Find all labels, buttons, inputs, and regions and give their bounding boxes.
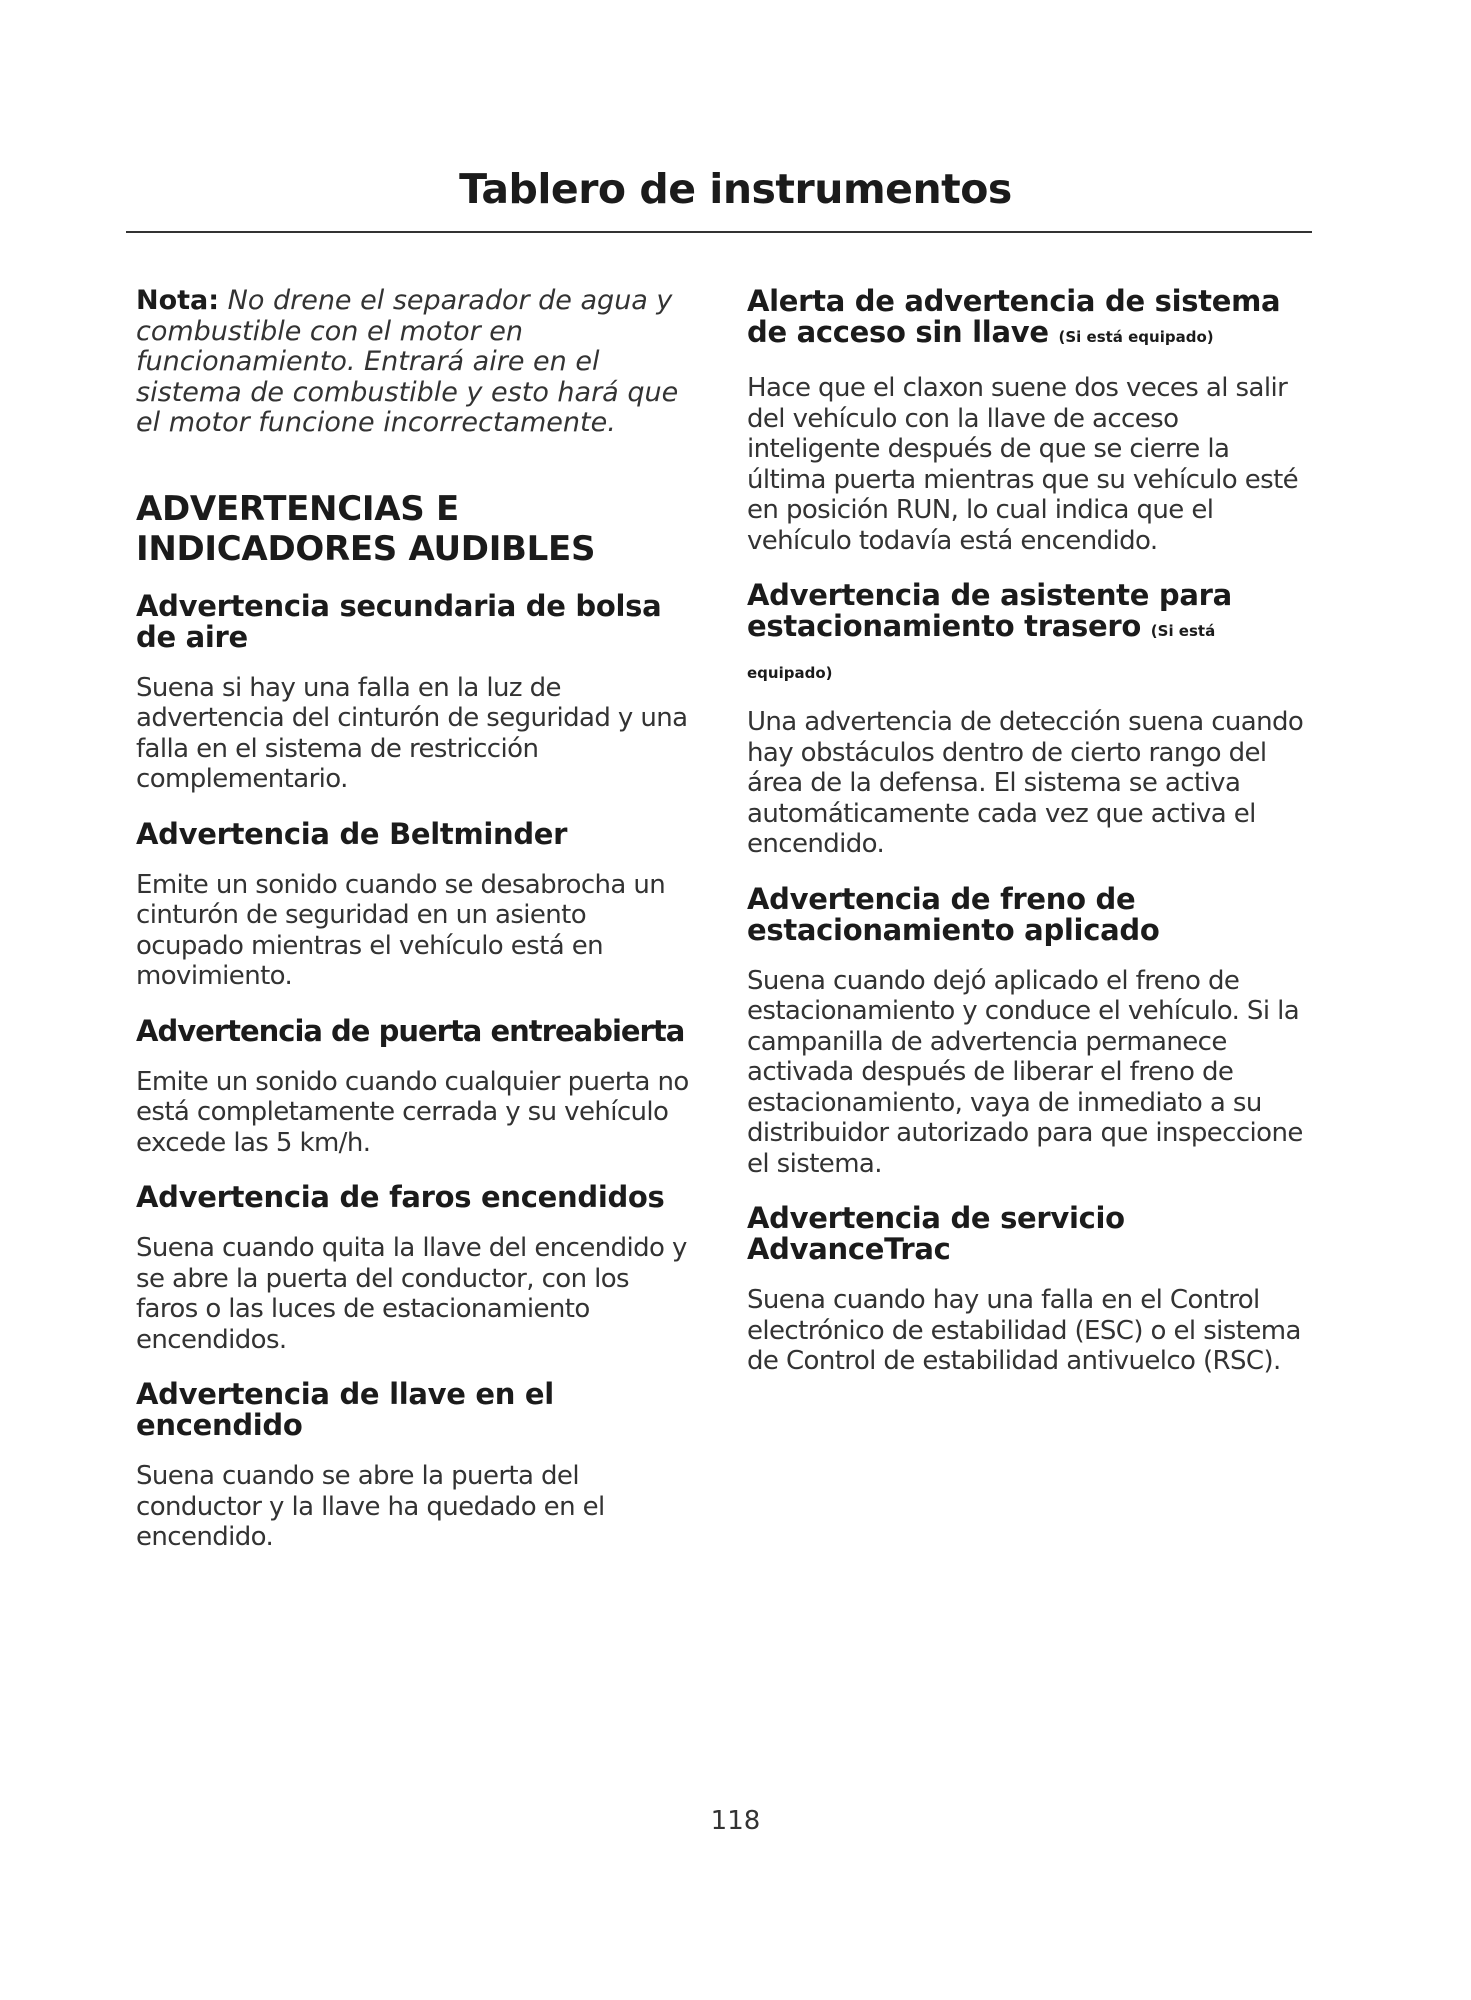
body-parking-brake-warning: Suena cuando dejó aplicado el freno de estacionamiento y conduce el vehículo. Si la campanilla de advertencia permanece activada después de liberar el freno de estacionamiento, vaya de inmediato a su distribuidor autorizado para que inspeccione el sistema.	[747, 965, 1303, 1179]
heading-rear-parking-aid-warning	[747, 580, 1315, 699]
heading-advancetrac-service-warning: Advertencia de servicio AdvanceTrac	[747, 1201, 1125, 1266]
note-text: No drene el separador de agua y combustible con el motor en funcionamiento. Entrará aire en el sistema de combustible y esto hará que el motor funcione incorrectamente.	[136, 285, 679, 438]
page-title: Tablero de instrumentos	[459, 165, 1012, 213]
body-beltminder-warning: Emite un sonido cuando se desabrocha un cinturón de seguridad en un asiento ocupado mientras el vehículo está en movimiento.	[136, 869, 666, 991]
body-headlamps-on-warning: Suena cuando quita la llave del encendido y se abre la puerta del conductor, con los faros o las luces de estacionamiento encendidos.	[136, 1233, 687, 1355]
body-airbag-warning: Suena si hay una falla en la luz de advertencia del cinturón de seguridad y una falla en el sistema de restricción complementario.	[136, 672, 688, 794]
equipped-note-part2: equipado)	[747, 664, 833, 682]
heading-beltminder-warning: Advertencia de Beltminder	[136, 816, 568, 851]
main-heading-line2: INDICADORES AUDIBLES	[136, 528, 596, 569]
equipped-note: (Si está equipado)	[1058, 328, 1214, 346]
body-key-in-ignition-warning: Suena cuando se abre la puerta del conductor y la llave ha quedado en el encendido.	[136, 1461, 605, 1552]
body-advancetrac-service-warning: Suena cuando hay una falla en el Control electrónico de estabilidad (ESC) o el sistema de Control de estabilidad antivuelco (RSC).	[747, 1285, 1301, 1376]
page-number: 118	[710, 1806, 761, 1836]
heading-parking-brake-warning: Advertencia de freno de estacionamiento aplicado	[747, 881, 1160, 947]
heading-headlamps-on-warning: Advertencia de faros encendidos	[136, 1180, 665, 1214]
main-heading-line1: ADVERTENCIAS E	[136, 488, 459, 529]
note-paragraph	[136, 286, 696, 439]
title-divider	[126, 231, 1312, 233]
body-door-ajar-warning: Emite un sonido cuando cualquier puerta no está completamente cerrada y su vehículo excede las 5 km/h.	[136, 1066, 689, 1158]
heading-key-in-ignition-warning: Advertencia de llave en el encendido	[136, 1377, 554, 1442]
left-column	[136, 286, 696, 1577]
heading-door-ajar-warning: Advertencia de puerta entreabierta	[136, 1013, 685, 1048]
heading-keyless-entry-alert	[747, 286, 1315, 353]
section-main-heading	[136, 489, 696, 569]
rear-parking-heading-text: Advertencia de asistente para estacionamiento trasero	[747, 578, 1232, 643]
body-keyless-entry-alert: Hace que el claxon suene dos veces al salir del vehículo con la llave de acceso inteligente después de que se cierre la última puerta mientras que su vehículo esté en posición RUN, lo cual indica que el vehículo todavía está encendido.	[747, 373, 1299, 556]
equipped-note-part1: (Si está	[1150, 622, 1216, 640]
note-label: Nota:	[136, 285, 220, 316]
body-rear-parking-aid-warning: Una advertencia de detección suena cuando hay obstáculos dentro de cierto rango del área de la defensa. El sistema se activa automáticamente cada vez que activa el encendido.	[747, 707, 1304, 859]
keyless-entry-heading-text: Alerta de advertencia de sistema de acceso sin llave	[747, 284, 1281, 349]
heading-airbag-warning: Advertencia secundaria de bolsa de aire	[136, 588, 662, 654]
right-column	[747, 286, 1315, 1401]
